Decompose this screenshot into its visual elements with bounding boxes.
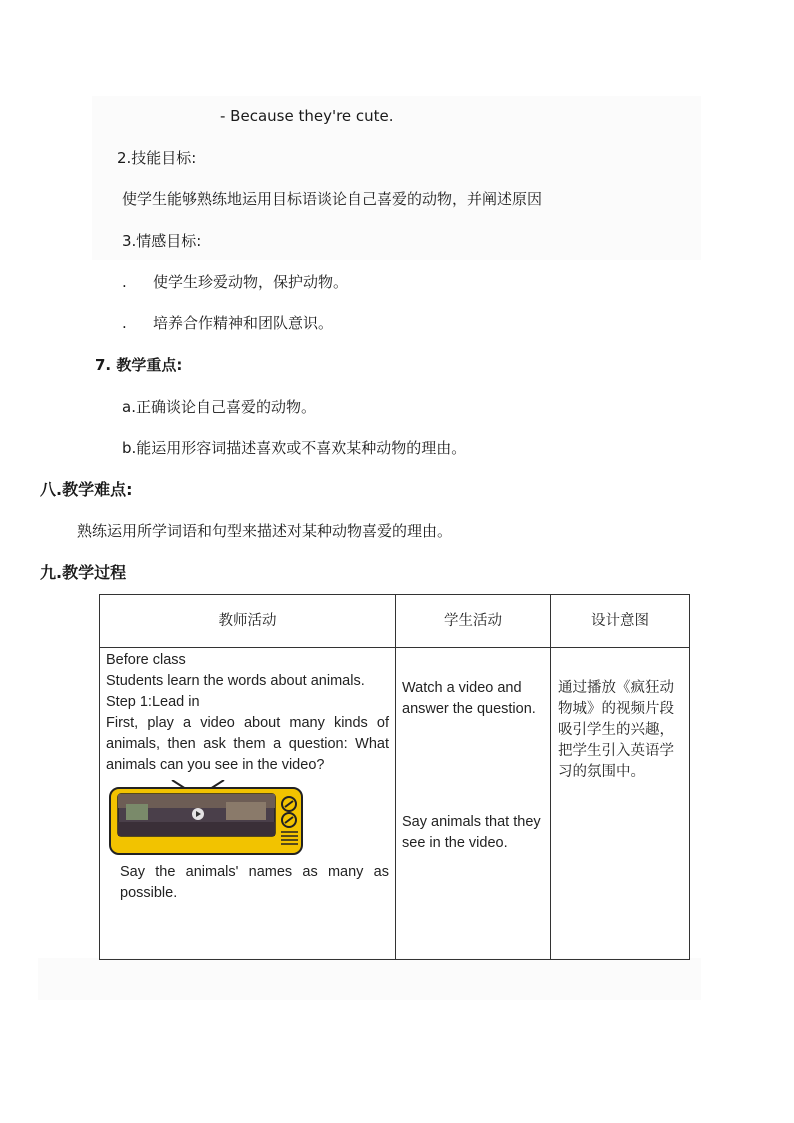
emotion-heading: 3.情感目标: <box>122 232 202 250</box>
difficulty-text: 熟练运用所学词语和句型来描述对某种动物喜爱的理由。 <box>77 522 453 540</box>
skill-heading: 2.技能目标: <box>117 149 197 167</box>
teaching-process-table <box>99 594 690 960</box>
emotion-item-1: 使学生珍爱动物，保护动物。 <box>153 273 349 291</box>
shade-block-bottom <box>38 958 701 1000</box>
emotion-item-2: 培养合作精神和团队意识。 <box>153 314 334 332</box>
bullet-marker-1: . <box>122 273 127 291</box>
before-class-text: Before class <box>106 652 186 668</box>
first-play-text: First, play a video about many kinds of animals, then ask them a question: What animals can you see in the video? <box>106 715 389 773</box>
student-activity-cell <box>396 648 551 960</box>
table-header-row <box>100 595 690 648</box>
step1-text: Step 1:Lead in <box>106 694 200 710</box>
spacer <box>402 720 544 812</box>
difficulty-heading: 八.教学难点: <box>40 480 133 499</box>
key-point-a: a.正确谈论自己喜爱的动物。 <box>122 398 316 416</box>
tv-video-image <box>108 780 304 856</box>
say-names-text: Say the animals' names as many as possible. <box>120 864 389 901</box>
learn-words-text: Students learn the words about animals. <box>106 673 365 689</box>
table-row <box>100 648 690 960</box>
key-point-b: b.能运用形容词描述喜欢或不喜欢某种动物的理由。 <box>122 439 467 457</box>
tv-illustration <box>108 780 304 856</box>
watch-video-text: Watch a video and answer the question. <box>402 680 536 717</box>
header-teacher-activity: 教师活动 <box>100 595 396 648</box>
design-intent-cell <box>551 648 690 960</box>
header-student-activity: 学生活动 <box>396 595 551 648</box>
bullet-marker-2: . <box>122 314 127 332</box>
skill-text: 使学生能够熟练地运用目标语谈论自己喜爱的动物，并阐述原因 <box>122 190 543 208</box>
design-intent-text: 通过播放《疯狂动物城》的视频片段吸引学生的兴趣，把学生引入英语学习的氛围中。 <box>558 680 674 780</box>
teacher-activity-cell <box>100 648 396 960</box>
header-design-intent: 设计意图 <box>551 595 690 648</box>
key-points-heading: 7. 教学重点: <box>95 356 183 374</box>
process-heading: 九.教学过程 <box>40 563 127 582</box>
say-animals-text: Say animals that they see in the video. <box>402 814 541 851</box>
because-line: - Because they're cute. <box>220 107 394 125</box>
